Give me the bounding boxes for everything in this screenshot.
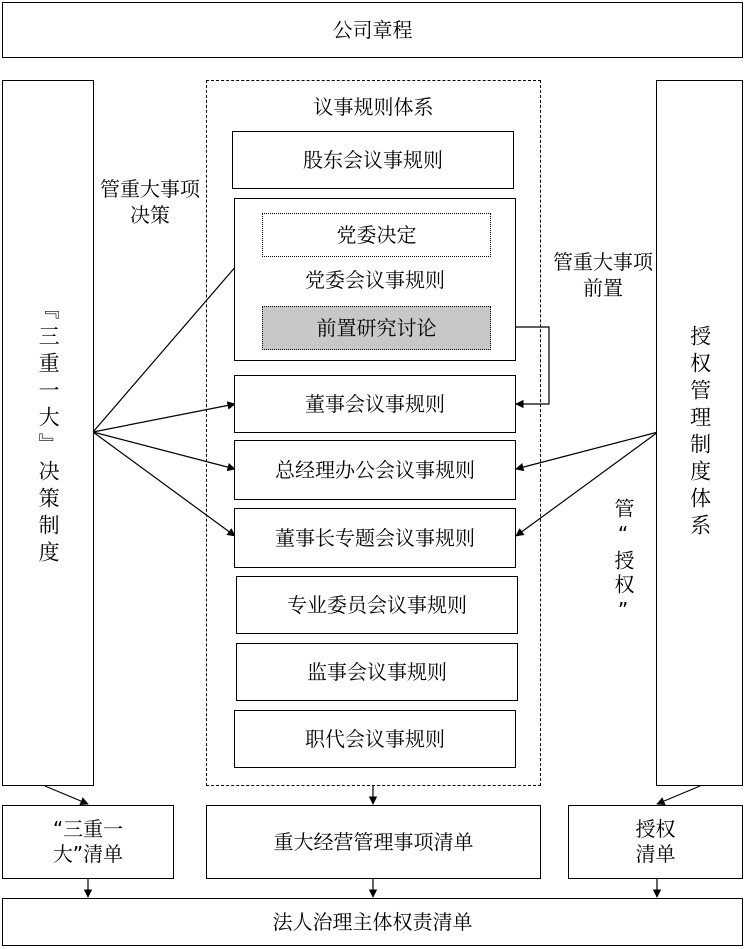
pre-research-box (262, 306, 491, 350)
party-rules-label: 党委会议事规则 (305, 268, 445, 292)
company-charter-box (2, 2, 743, 58)
committee-rules-label: 专业委员会议事规则 (287, 592, 467, 617)
authorization-list-box (568, 805, 743, 879)
decision-system-column (2, 80, 94, 786)
chairman-topic-rules-label: 董事长专题会议事规则 (275, 525, 475, 550)
sanzhong-list-label: “三重一大”清单 (52, 817, 124, 866)
gm-office-rules-box (234, 440, 516, 500)
governance-list-label: 法人治理主体权责清单 (272, 909, 473, 934)
board-rules-label: 董事会议事规则 (305, 391, 445, 416)
decision-system-label: 『三重一大』决策制度 (36, 298, 61, 568)
major-pre-annotation: 管重大事项前置 (553, 250, 653, 300)
arrow-left-to-sanzhong-list (45, 786, 88, 804)
supervisors-rules-label: 监事会议事规则 (307, 659, 447, 684)
chairman-topic-rules-box (234, 508, 516, 568)
operations-list-label: 重大经营管理事项清单 (273, 829, 474, 854)
authorization-system-label: 授权管理制度体系 (687, 325, 712, 541)
pre-research-label: 前置研究讨论 (316, 315, 437, 340)
company-charter-label: 公司章程 (332, 17, 413, 42)
major-decision-annotation: 管重大事项决策 (100, 177, 200, 227)
shareholders-rules-label: 股东会议事规则 (303, 147, 443, 172)
gm-office-rules-label: 总经理办公会议事规则 (275, 457, 475, 482)
board-rules-box (234, 375, 516, 433)
operations-list-box (206, 805, 541, 879)
workers-rules-box (234, 710, 516, 768)
authorization-annotation: 管“授权” (611, 498, 635, 626)
authorization-list-label: 授权清单 (635, 817, 676, 866)
arrow-right-to-authorization-list (657, 786, 700, 804)
rules-system-title: 议事规则体系 (313, 95, 434, 119)
sanzhong-list-box (2, 805, 174, 879)
shareholders-rules-box (232, 131, 514, 189)
workers-rules-label: 职代会议事规则 (305, 726, 445, 751)
party-decision-box (262, 213, 491, 257)
supervisors-rules-box (236, 643, 518, 701)
authorization-system-column (656, 80, 743, 786)
party-decision-label: 党委决定 (336, 222, 417, 247)
committee-rules-box (236, 576, 518, 634)
governance-list-box (2, 898, 743, 946)
